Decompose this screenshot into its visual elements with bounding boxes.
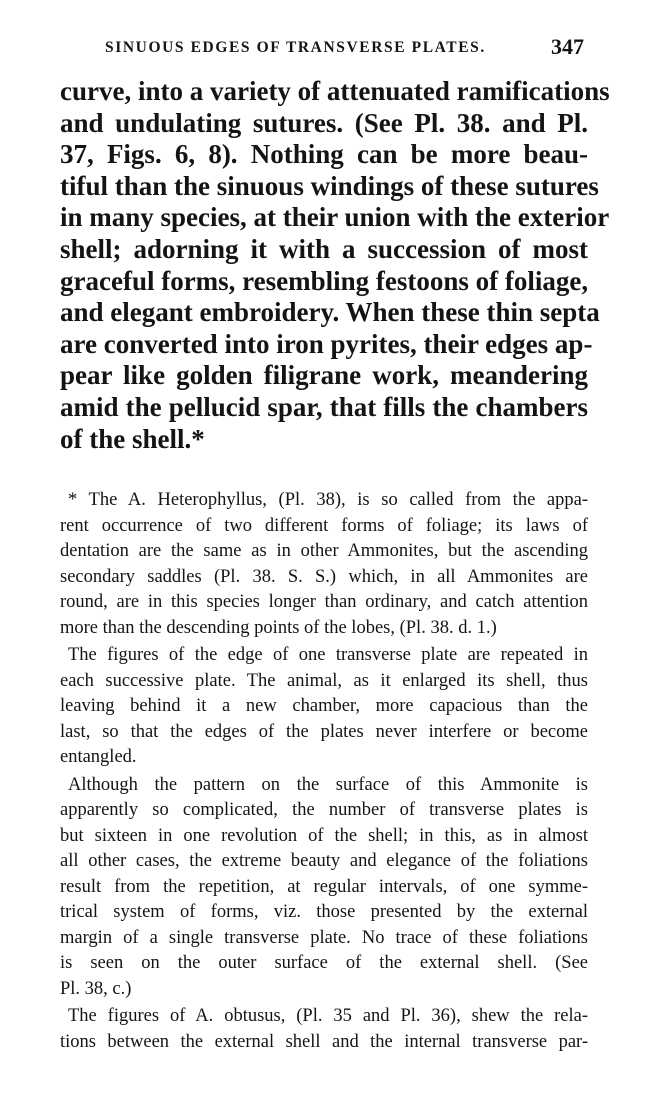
- footnote-line: entangled.: [60, 747, 137, 767]
- running-title: SINUOUS EDGES OF TRANSVERSE PLATES.: [105, 39, 486, 56]
- footnotes: [60, 488, 588, 1057]
- footnote-line: margin of a single transverse plate. No trace of these foliations: [60, 927, 588, 948]
- body-line: pear like golden filigrane work, meandering: [60, 360, 588, 391]
- body-line: 37, Figs. 6, 8). Nothing can be more beau-: [60, 139, 588, 170]
- footnote-line: last, so that the edges of the plates never interfere or become: [60, 721, 588, 742]
- body-line: graceful forms, resembling festoons of foliage,: [60, 265, 589, 296]
- body-line: tiful than the sinuous windings of these sutures: [60, 170, 599, 201]
- footnote-line: apparently so complicated, the number of transverse plates is: [60, 800, 588, 820]
- footnote-line: each successive plate. The animal, as it enlarged its shell, thus: [60, 670, 588, 691]
- footnote-line: but sixteen in one revolution of the shell; in this, as in almost: [60, 825, 588, 846]
- page-number: 347: [551, 34, 584, 59]
- body-line: amid the pellucid spar, that fills the chambers: [60, 391, 588, 422]
- footnote-line: rent occurrence of two different forms of foliage; its laws of: [60, 515, 588, 536]
- footnote-line: Although the pattern on the surface of this Ammonite is: [68, 774, 588, 795]
- footnote-line: The figures of A. obtusus, (Pl. 35 and Pl. 36), shew the rela-: [68, 1006, 588, 1026]
- footnote-line: trical system of forms, viz. those presented by the external: [60, 902, 588, 922]
- footnote-line: * The A. Heterophyllus, (Pl. 38), is so called from the appa-: [68, 490, 588, 510]
- footnote-line: is seen on the outer surface of the external shell. (See: [60, 953, 588, 973]
- footnote-line: all other cases, the extreme beauty and elegance of the foliations: [60, 851, 588, 871]
- body-line: are converted into iron pyrites, their edges ap-: [60, 328, 593, 359]
- footnote-line: tions between the external shell and the internal transverse par-: [60, 1031, 588, 1052]
- main-paragraph: [60, 76, 610, 455]
- footnote-line: leaving behind it a new chamber, more capacious than the: [60, 696, 588, 716]
- body-line: and elegant embroidery. When these thin septa: [60, 297, 600, 328]
- footnote-line: round, are in this species longer than ordinary, and catch attention: [60, 592, 588, 612]
- running-head: [60, 34, 588, 64]
- footnote-line: dentation are the same as in other Ammonites, but the ascending: [60, 541, 588, 561]
- footnote-line: The figures of the edge of one transverse plate are repeated in: [68, 645, 588, 665]
- body-line: shell; adorning it with a succession of most: [60, 233, 588, 264]
- footnote-paragraph: [60, 773, 588, 1003]
- footnote-line: secondary saddles (Pl. 38. S. S.) which, in all Ammonites are: [60, 566, 588, 587]
- footnote-line: Pl. 38, c.): [60, 978, 132, 999]
- body-line: in many species, at their union with the exterior: [60, 202, 610, 233]
- body-line: of the shell.*: [60, 423, 205, 454]
- footnote-line: result from the repetition, at regular intervals, of one symme-: [60, 876, 588, 897]
- footnote-paragraph: [60, 643, 588, 771]
- body-line: and undulating sutures. (See Pl. 38. and Pl.: [60, 107, 588, 138]
- footnote-paragraph: [60, 1004, 588, 1055]
- footnote-line: more than the descending points of the lobes, (Pl. 38. d. 1.): [60, 617, 497, 638]
- footnote-paragraph: [60, 488, 588, 641]
- body-line: curve, into a variety of attenuated ramifications: [60, 76, 610, 106]
